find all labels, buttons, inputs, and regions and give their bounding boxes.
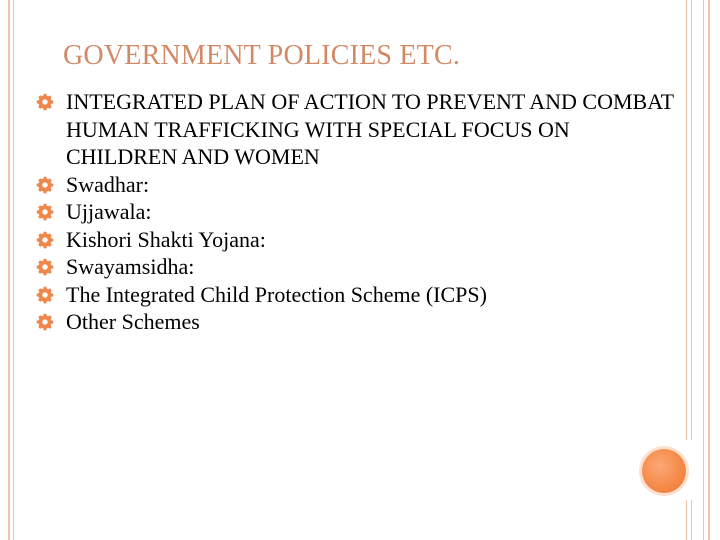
bullet-list [26, 88, 676, 336]
frame-line-right-inner [703, 0, 704, 540]
bullet-item [26, 308, 676, 336]
bullet-item [26, 253, 676, 281]
bullet-label: Other Schemes [66, 309, 200, 334]
gear-icon [36, 286, 54, 304]
frame-line-right-accent-1 [686, 0, 687, 440]
bullet-item [26, 198, 676, 226]
gear-icon [36, 176, 54, 194]
gear-icon [36, 313, 54, 331]
bullet-label: Swadhar: [66, 171, 150, 197]
frame-line-right-accent-4 [691, 500, 692, 540]
accent-circle [642, 449, 686, 493]
bullet-item [26, 281, 676, 309]
bullet-item [26, 226, 676, 254]
gear-icon [36, 258, 54, 276]
bullet-label: Ujjawala: [66, 199, 152, 224]
frame-line-right-outer [708, 0, 710, 540]
slide-title: GOVERNMENT POLICIES ETC. [63, 40, 461, 71]
frame-line-right-accent-3 [686, 500, 687, 540]
bullet-label: INTEGRATED PLAN OF ACTION TO PREVENT AND COMBAT HUMAN TRAFFICKING WITH SPECIAL FOCUS ON CHILDREN AND WOMEN [66, 89, 674, 169]
gear-icon [36, 231, 54, 249]
bullet-label: Kishori Shakti Yojana: [66, 226, 266, 252]
frame-line-right-accent-2 [691, 0, 692, 440]
gear-icon [36, 203, 54, 221]
bullet-label: The Integrated Child Protection Scheme (ICPS) [66, 281, 487, 307]
frame-line-left-outer [8, 0, 10, 540]
bullet-item [26, 88, 676, 171]
bullet-label: Swayamsidha: [66, 254, 195, 279]
gear-icon [36, 93, 54, 111]
bullet-item [26, 171, 676, 199]
frame-line-left-inner [13, 0, 14, 540]
